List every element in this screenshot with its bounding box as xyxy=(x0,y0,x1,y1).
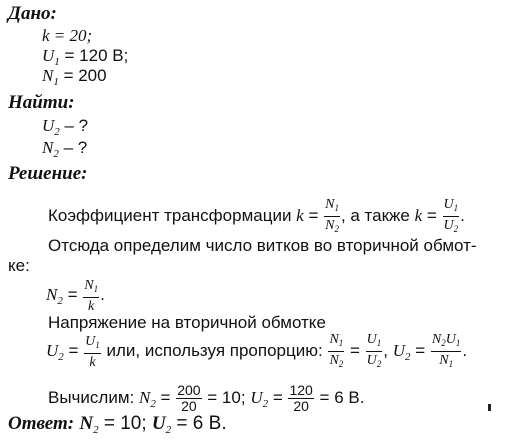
fraction-n2u1-over-n1: $\frac{N_2U_1}{N_1}$ xyxy=(431,332,461,369)
fraction-u1-over-u2: $\frac{U_1}{U_2}$ xyxy=(443,197,459,234)
solution-header: Решение: xyxy=(8,163,88,184)
fraction-n1-over-n2: $\frac{N_1}{N_2}$ xyxy=(325,197,339,234)
given-n1: $N_1 = 200$ xyxy=(42,66,107,88)
margin-mark xyxy=(488,404,491,411)
find-n2: $N_2$ – ? xyxy=(42,138,88,160)
answer-line: Ответ: $N_2 = 10$; $U_2 = 6$ В. xyxy=(8,413,227,436)
given-u1: $U_1 = 120$ В; xyxy=(42,46,129,68)
paragraph-turns-line2: ке: xyxy=(8,256,30,275)
transform-coefficient-line: Коэффициент трансформации k = $\frac{N_1}{N_2}$ , а также k = $\frac{U_1}{U_2}$ . xyxy=(48,196,465,237)
fraction-n1-over-k: $\frac{N_1}{k}$ xyxy=(84,278,99,315)
find-header: Найти: xyxy=(8,92,75,113)
calculation-line: Вычислим: $N_2$ = $\frac{200}{20}$ = 10; $U_2$ = $\frac{120}{20}$ = 6 В. xyxy=(48,382,365,415)
formula-u2: $U_2$ = $\frac{U_1}{k}$ или, используя пропорцию: $\frac{N_1}{N_2}$ = $\frac{U_1}{U_2}$ , $U_2$ = $\frac{N_2U_1}{N_1}$ . xyxy=(46,332,468,370)
given-header: Дано: xyxy=(8,3,57,24)
given-k: k = 20; xyxy=(42,26,93,45)
fraction-u1-over-u2-prop: $\frac{U_1}{U_2}$ xyxy=(366,332,382,369)
fraction-200-over-20: $\frac{200}{20}$ xyxy=(177,382,201,415)
fraction-120-over-20: $\frac{120}{20}$ xyxy=(289,382,313,415)
paragraph-voltage: Напряжение на вторичной обмотке xyxy=(48,313,326,332)
fraction-u1-over-k: $\frac{U_1}{k}$ xyxy=(85,334,100,370)
formula-n2: $N_2$ = $\frac{N_1}{k}$ . xyxy=(46,278,105,315)
paragraph-turns-line1: Отсюда определим число витков во вторичной обмот- xyxy=(48,236,477,255)
fraction-n1-over-n2-prop: $\frac{N_1}{N_2}$ xyxy=(329,332,344,369)
find-u2: $U_2$ – ? xyxy=(42,116,89,138)
